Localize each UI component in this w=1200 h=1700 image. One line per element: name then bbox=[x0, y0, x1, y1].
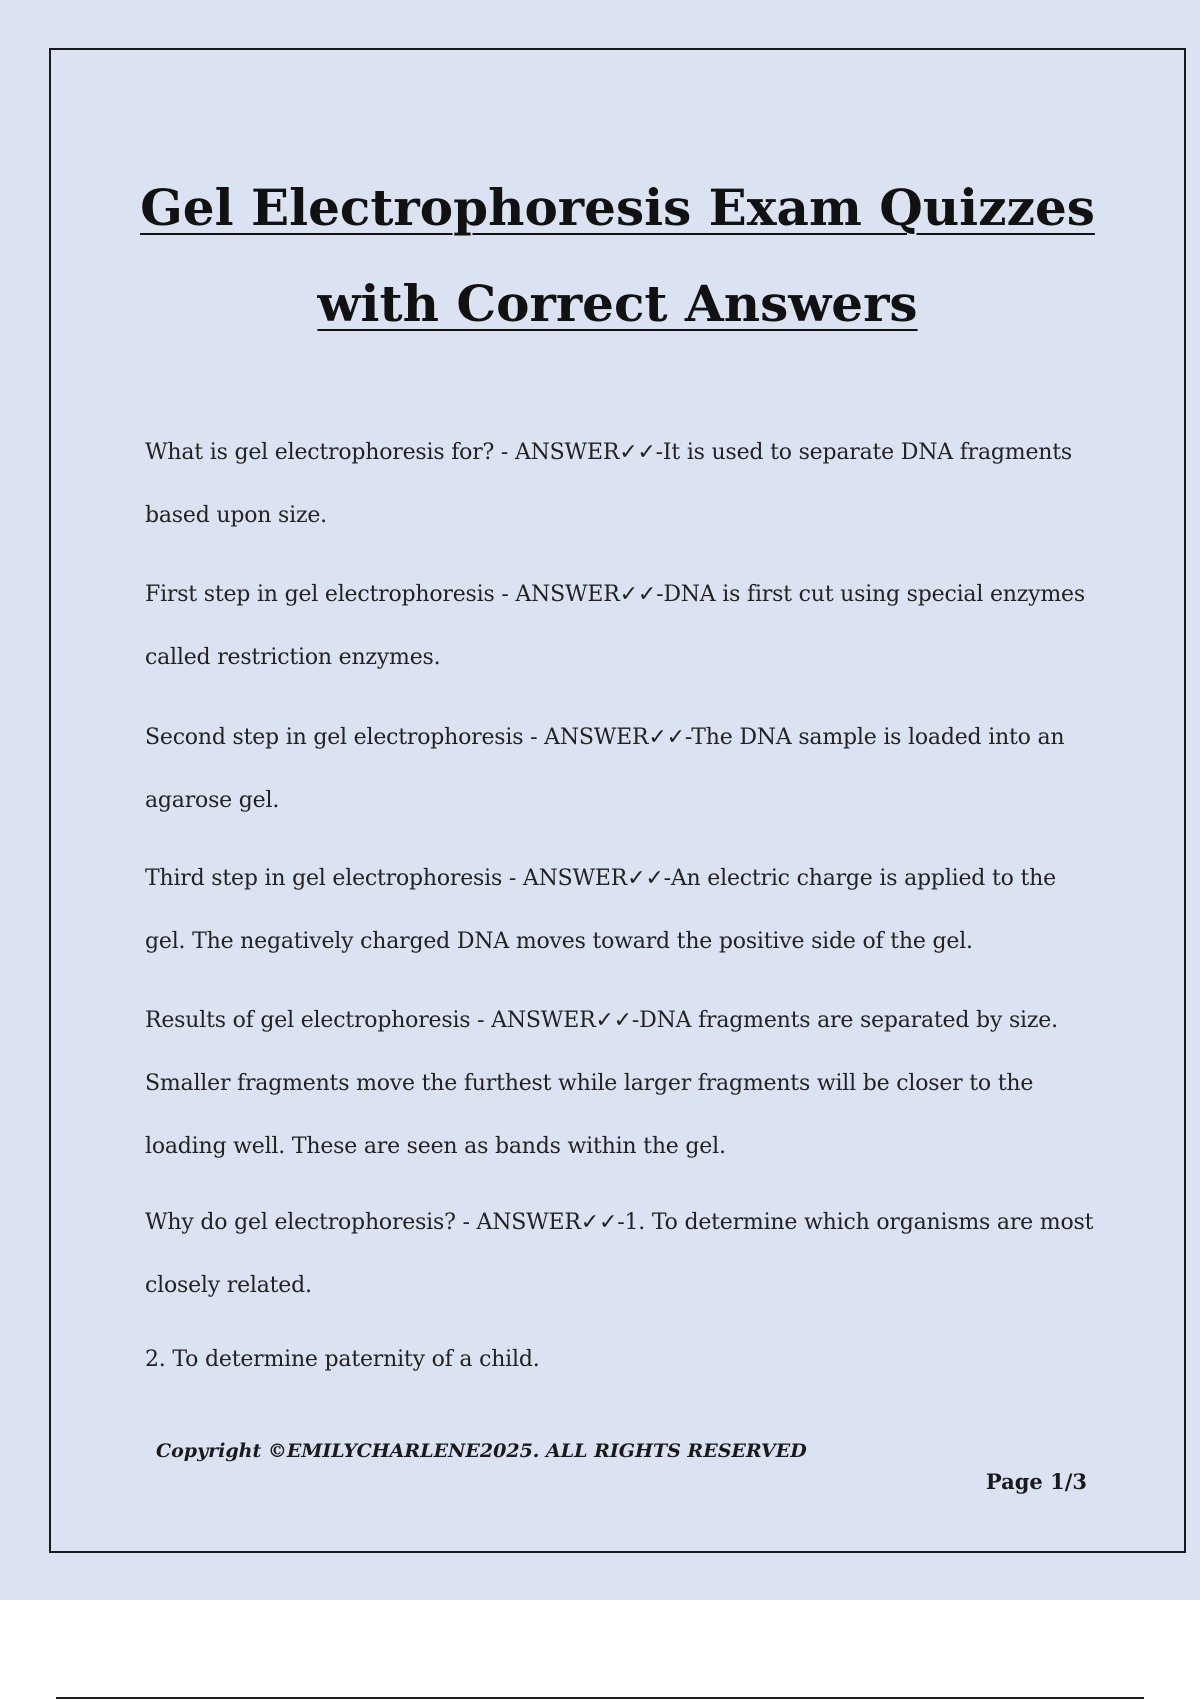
page-number: Page 1/3 bbox=[985, 1469, 1087, 1494]
bottom-divider bbox=[56, 1697, 1144, 1699]
qa-entry-5: Results of gel electrophoresis - ANSWER✓✓-DNA fragments are separated by size. Smaller fragments move the furthest while larger fragments will be closer to the loading well. These are seen as bands within the gel. bbox=[145, 1008, 1058, 1159]
qa-entry-6: Why do gel electrophoresis? - ANSWER✓✓-1. To determine which organisms are most closely related. bbox=[145, 1210, 1094, 1298]
qa-entry-4: Third step in gel electrophoresis - ANSWER✓✓-An electric charge is applied to the gel. The negatively charged DNA moves toward the positive side of the gel. bbox=[145, 866, 1056, 954]
qa-entry-3: Second step in gel electrophoresis - ANSWER✓✓-The DNA sample is loaded into an agarose gel. bbox=[145, 725, 1065, 813]
qa-entry-1: What is gel electrophoresis for? - ANSWER✓✓-It is used to separate DNA fragments based upon size. bbox=[145, 440, 1072, 528]
title-line-1: Gel Electrophoresis Exam Quizzes bbox=[140, 178, 1095, 237]
qa-entry-2: First step in gel electrophoresis - ANSWER✓✓-DNA is first cut using special enzymes called restriction enzymes. bbox=[145, 582, 1085, 670]
copyright-notice: Copyright ©EMILYCHARLENE2025. ALL RIGHTS RESERVED bbox=[156, 1440, 807, 1462]
title-line-2: with Correct Answers bbox=[317, 274, 918, 333]
document-title bbox=[0, 160, 1200, 352]
qa-entry-7: 2. To determine paternity of a child. bbox=[145, 1347, 540, 1372]
